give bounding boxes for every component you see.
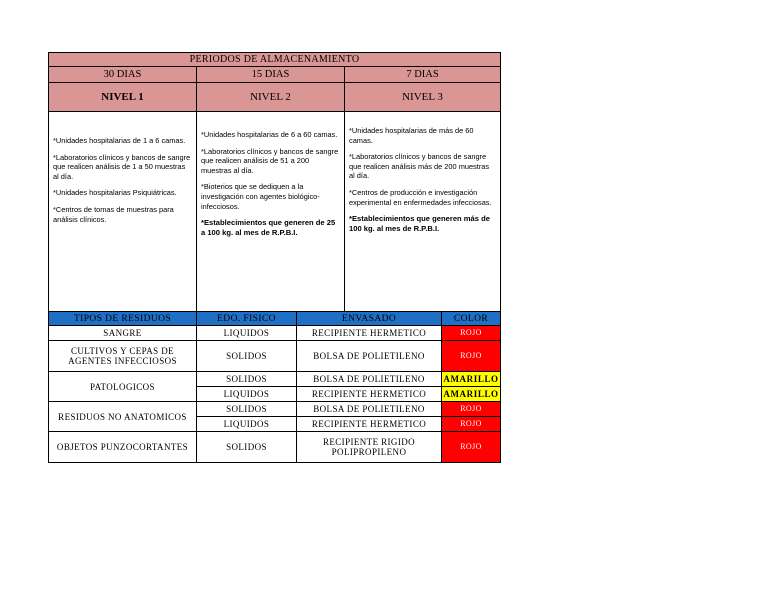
level-2-header: NIVEL 2 <box>197 83 345 112</box>
table-row <box>49 402 501 417</box>
header-packaging: ENVASADO <box>297 312 442 326</box>
physical-state: SOLIDOS <box>197 341 297 372</box>
table-row <box>49 326 501 341</box>
waste-type: OBJETOS PUNZOCORTANTES <box>49 432 197 463</box>
criteria-item: *Centros de tomas de muestras para análisis clínicos. <box>53 204 174 224</box>
packaging: BOLSA DE POLIETILENO <box>297 372 442 387</box>
criteria-item: *Unidades hospitalarias de 6 a 60 camas. <box>201 130 338 139</box>
waste-type: CULTIVOS Y CEPAS DE AGENTES INFECCIOSOS <box>49 341 197 372</box>
waste-type: PATOLOGICOS <box>49 372 197 402</box>
table-row <box>49 432 501 463</box>
physical-state: SOLIDOS <box>197 432 297 463</box>
physical-state: SOLIDOS <box>197 372 297 387</box>
criteria-item: *Establecimientos que generen más de 100 kg. al mes de R.P.B.I. <box>349 214 490 233</box>
packaging: BOLSA DE POLIETILENO <box>297 341 442 372</box>
level-2-criteria <box>197 112 345 320</box>
physical-state: SOLIDOS <box>197 402 297 417</box>
color-badge: ROJO <box>442 402 501 417</box>
period-7: 7 DIAS <box>345 67 501 83</box>
criteria-item: *Laboratorios clínicos y bancos de sangre que realicen análisis de 51 a 200 muestras al día. <box>201 146 339 175</box>
criteria-item: *Laboratorios clínicos y bancos de sangre que realicen análisis de 1 a 50 muestras al día. <box>53 152 191 181</box>
color-badge: ROJO <box>442 432 501 463</box>
level-1-header: NIVEL 1 <box>49 83 197 112</box>
packaging: RECIPIENTE HERMETICO <box>297 417 442 432</box>
criteria-item: *Centros de producción e investigación experimental en enfermedades infecciosas. <box>349 187 492 207</box>
storage-title: PERIODOS DE ALMACENAMIENTO <box>49 53 501 67</box>
physical-state: LIQUIDOS <box>197 387 297 402</box>
packaging: RECIPIENTE HERMETICO <box>297 326 442 341</box>
physical-state: LIQUIDOS <box>197 417 297 432</box>
physical-state: LIQUIDOS <box>197 326 297 341</box>
criteria-item: *Unidades hospitalarias de más de 60 camas. <box>349 126 474 145</box>
waste-type: SANGRE <box>49 326 197 341</box>
color-badge: ROJO <box>442 341 501 372</box>
criteria-item: *Establecimientos que generen de 25 a 100 kg. al mes de R.P.B.I. <box>201 218 336 237</box>
color-badge: AMARILLO <box>442 372 501 387</box>
criteria-item: *Bioterios que se dediquen a la investigación con agentes biológico-infecciosos. <box>201 182 320 211</box>
period-30: 30 DIAS <box>49 67 197 83</box>
color-badge: ROJO <box>442 326 501 341</box>
waste-types-table <box>48 311 501 463</box>
level-3-header: NIVEL 3 <box>345 83 501 112</box>
criteria-item: *Unidades hospitalarias Psiquiátricas. <box>53 188 177 198</box>
header-color: COLOR <box>442 312 501 326</box>
table-row <box>49 341 501 372</box>
packaging: BOLSA DE POLIETILENO <box>297 402 442 417</box>
period-15: 15 DIAS <box>197 67 345 83</box>
packaging: RECIPIENTE RIGIDO POLIPROPILENO <box>297 432 442 463</box>
header-physical-state: EDO. FISICO <box>197 312 297 326</box>
storage-periods-table <box>48 52 501 320</box>
level-3-criteria <box>345 112 501 320</box>
packaging: RECIPIENTE HERMETICO <box>297 387 442 402</box>
criteria-item: *Unidades hospitalarias de 1 a 6 camas. <box>53 136 186 145</box>
color-badge: AMARILLO <box>442 387 501 402</box>
level-1-criteria <box>49 112 197 320</box>
waste-type: RESIDUOS NO ANATOMICOS <box>49 402 197 432</box>
header-waste-type: TIPOS DE RESIDUOS <box>49 312 197 326</box>
color-badge: ROJO <box>442 417 501 432</box>
criteria-item: *Laboratorios clínicos y bancos de sangre que realicen análisis más de 200 muestras al día. <box>349 152 490 181</box>
table-row <box>49 372 501 387</box>
